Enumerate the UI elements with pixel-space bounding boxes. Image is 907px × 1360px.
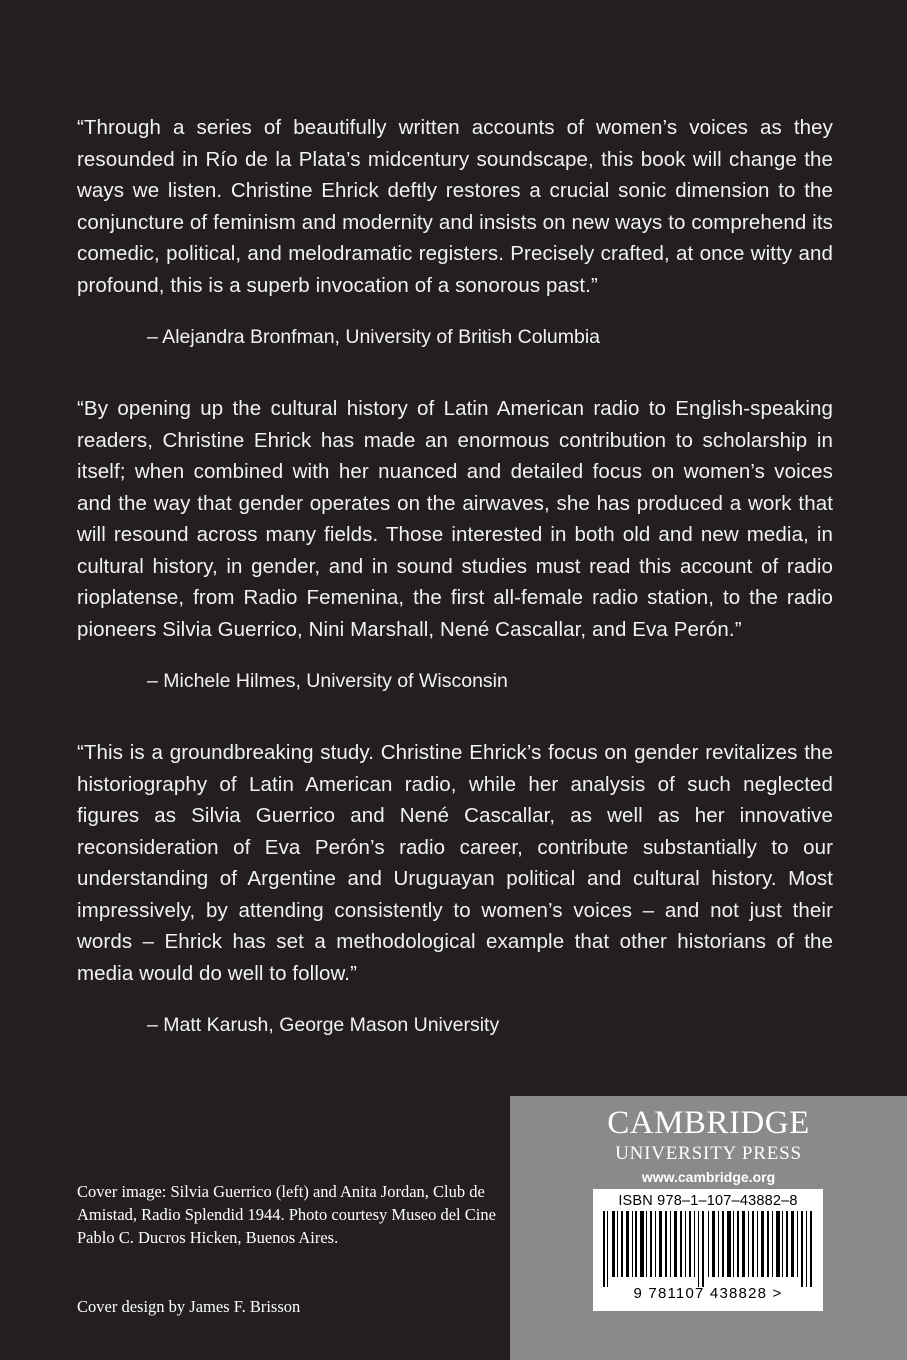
blurb-quote: “This is a groundbreaking study. Christine Ehrick’s focus on gender revitalizes the historiography of Latin American radio, while her analysis of such neglected figures as Silvia Guerrico and Nené Cascallar, as well as her innovative reconsideration of Eva Perón’s radio career, contribute substantially to our understanding of Argentine and Uruguayan political and cultural history. Most impressively, by attending consistently to women’s voices – and not just their words – Ehrick has set a methodological example that other historians of the media would do well to follow.” — [77, 741, 833, 985]
isbn-barcode-box — [593, 1189, 823, 1311]
blurb-attribution: – Michele Hilmes, University of Wisconsin — [147, 670, 508, 692]
blurb-quote: “Through a series of beautifully written accounts of women’s voices as they resounded in Río de la Plata’s midcentury soundscape, this book will change the ways we listen. Christine Ehrick deftly restores a crucial sonic dimension to the conjuncture of feminism and modernity and insists on new ways to comprehend its comedic, political, and melodramatic registers. Precisely crafted, at once witty and profound, this is a superb invocation of a sonorous past.” — [77, 116, 833, 297]
cover-image-credit: Cover image: Silvia Guerrico (left) and Anita Jordan, Club de Amistad, Radio Splendid 1944. Photo courtesy Museo del Cine Pablo C. Ducros Hicken, Buenos Aires. — [77, 1182, 496, 1247]
publisher-panel — [510, 1096, 907, 1360]
blurb-list — [77, 112, 833, 1039]
blurb-item — [77, 737, 833, 1039]
blurb-item — [77, 393, 833, 695]
blurb-attribution: – Alejandra Bronfman, University of British Columbia — [147, 326, 601, 348]
publisher-name: CAMBRIDGE — [607, 1105, 810, 1141]
blurb-attribution: – Matt Karush, George Mason University — [147, 1014, 500, 1036]
barcode-number: 9 781107 438828 > — [633, 1285, 783, 1302]
blurb-quote: “By opening up the cultural history of Latin American radio to English-speaking readers, Christine Ehrick has made an enormous contribution to scholarship in itself; when combined with her nuanced and detailed focus on women’s voices and the way that gender operates on the airwaves, she has produced a work that will resound across many fields. Those interested in both old and new media, in cultural history, in gender, and in sound studies must read this account of radio rioplatense, from Radio Femenina, the first all-female radio station, to the radio pioneers Silvia Guerrico, Nini Marshall, Nené Cascallar, and Eva Perón.” — [77, 397, 833, 641]
cover-design-credit: Cover design by James F. Brisson — [77, 1297, 301, 1316]
publisher-url[interactable]: www.cambridge.org — [641, 1169, 776, 1185]
credits-block — [77, 1180, 497, 1318]
barcode-icon — [601, 1211, 815, 1287]
isbn-label: ISBN 978–1–107–43882–8 — [618, 1193, 798, 1209]
blurb-item — [77, 112, 833, 351]
publisher-brand — [510, 1096, 907, 1187]
publisher-subtitle: UNIVERSITY PRESS — [615, 1143, 802, 1164]
